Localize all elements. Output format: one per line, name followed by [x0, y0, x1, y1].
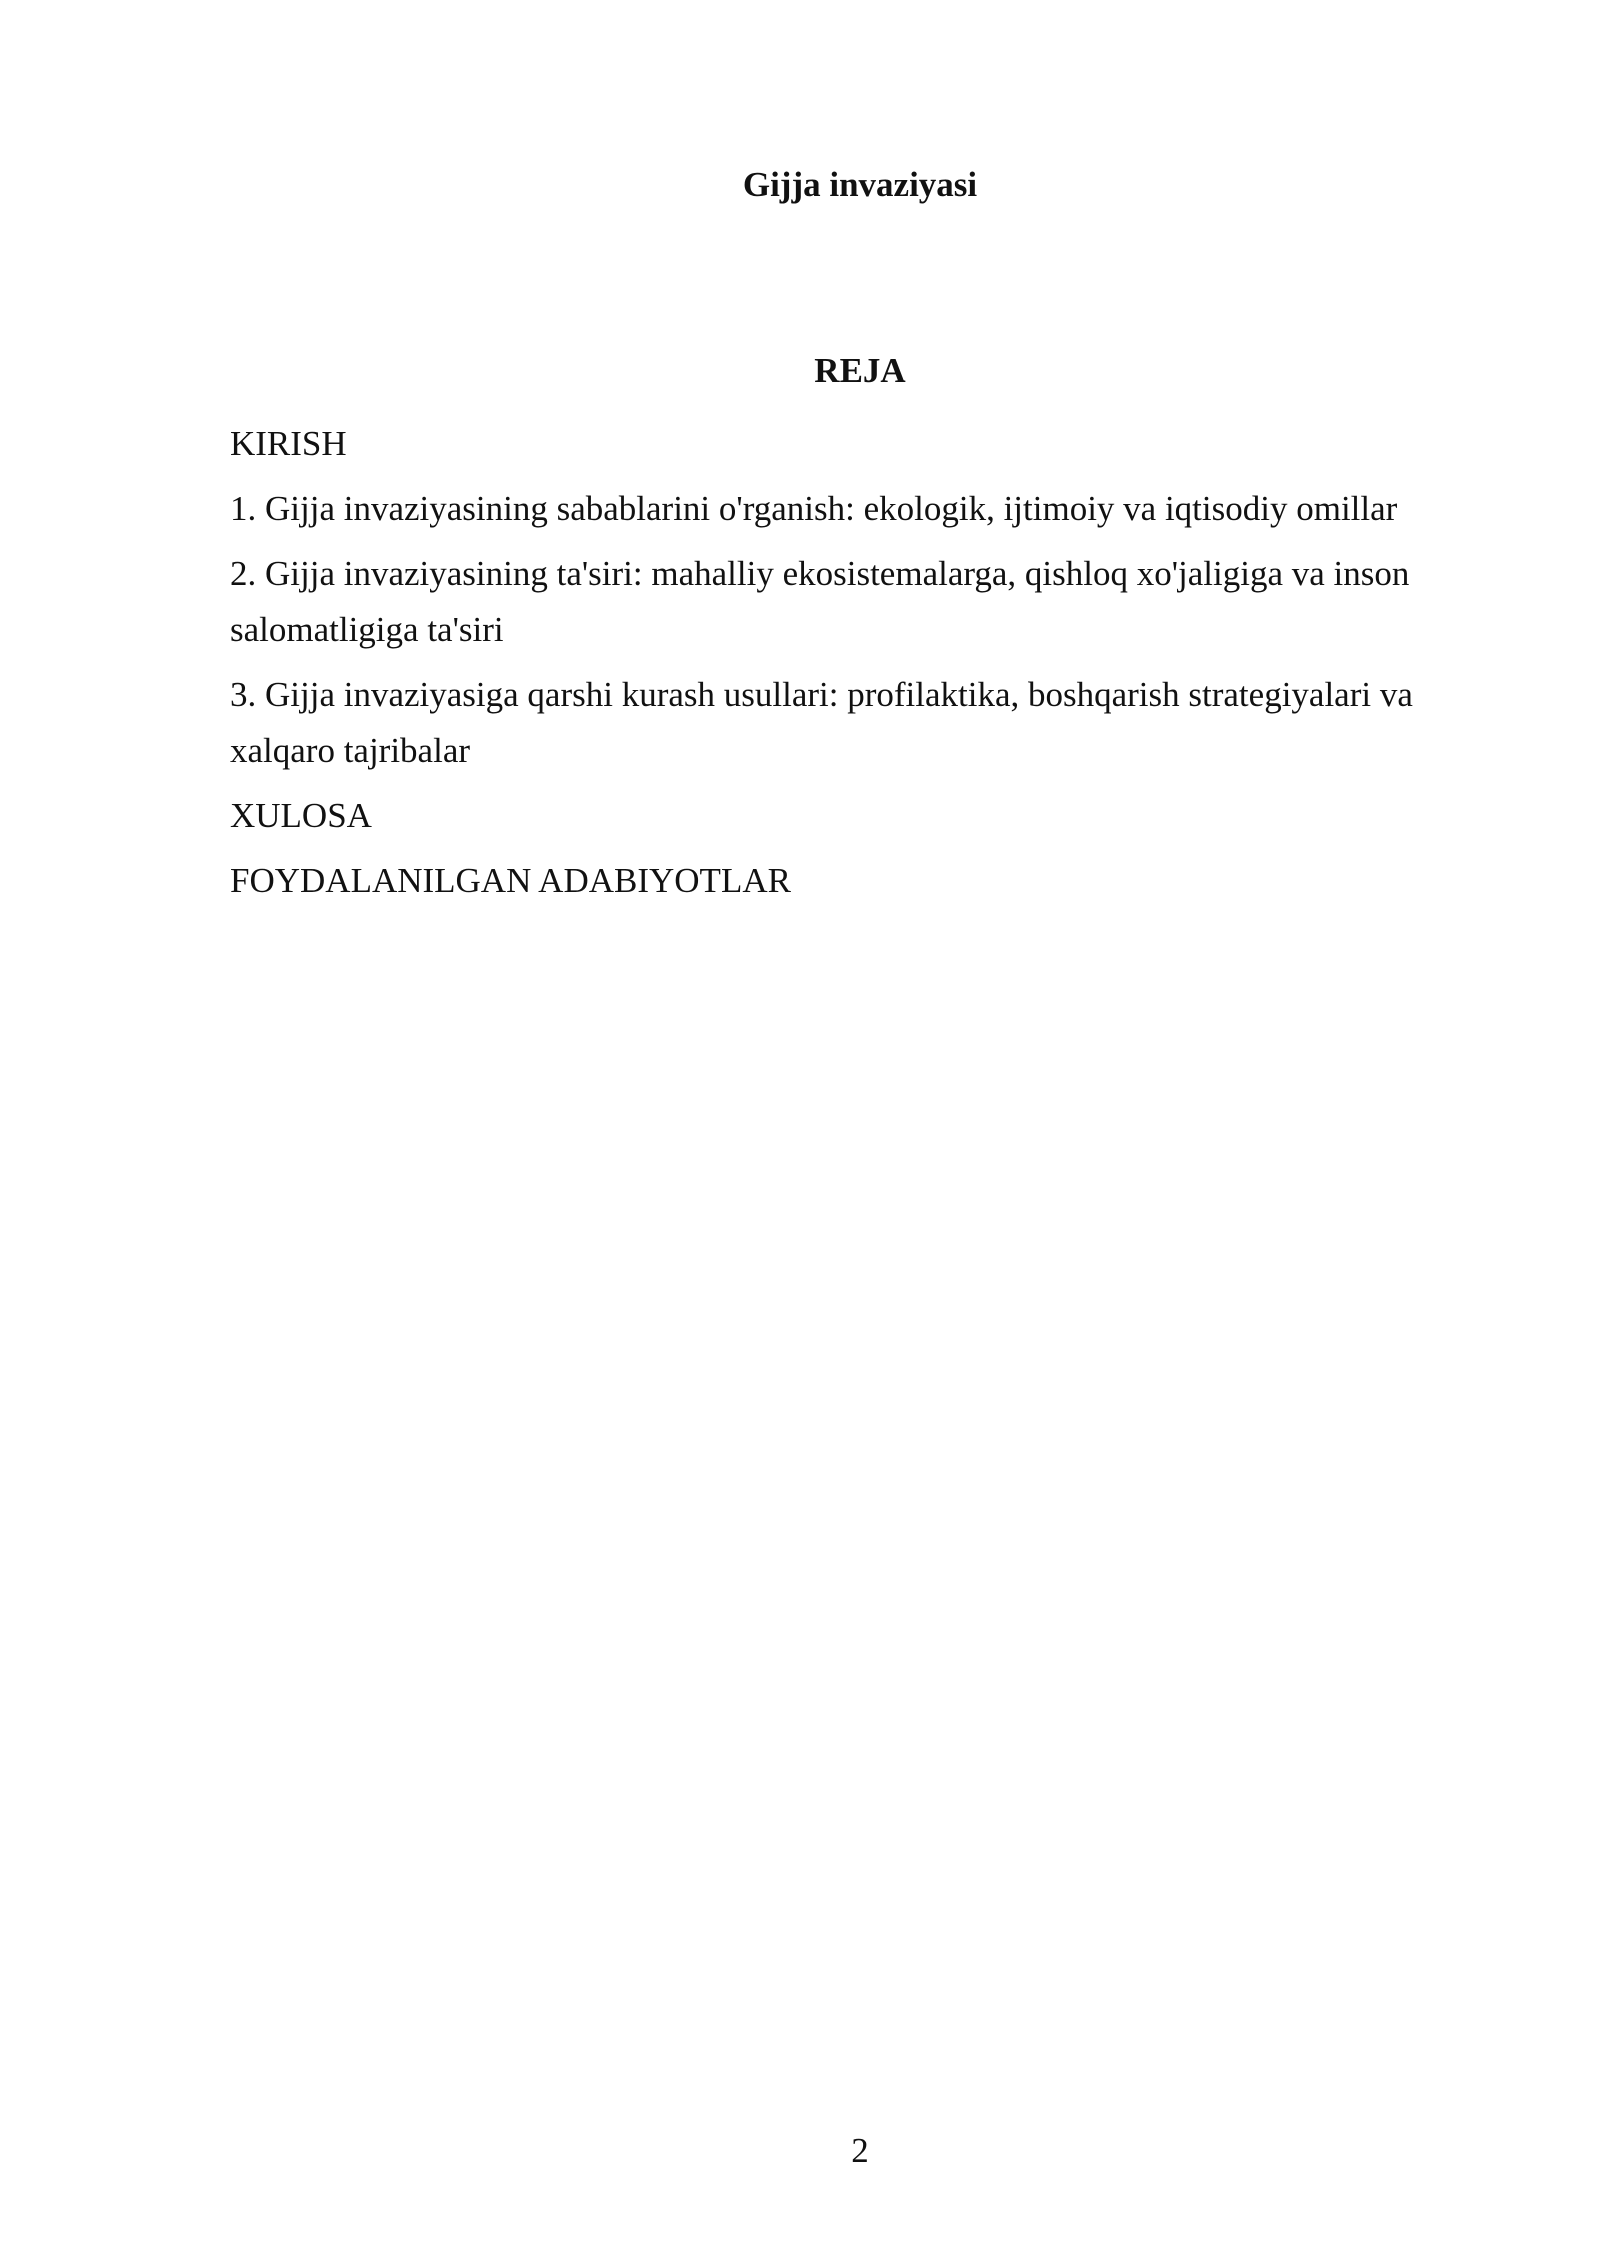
- plan-list: [230, 416, 1500, 918]
- plan-heading: REJA: [814, 351, 906, 390]
- plan-item-references: FOYDALANILGAN ADABIYOTLAR: [230, 861, 791, 900]
- plan-item-1: 1. Gijja invaziyasining sabablarini o'rganish: ekologik, ijtimoiy va iqtisodiy omillar: [230, 489, 1398, 528]
- plan-item-introduction: KIRISH: [230, 424, 347, 463]
- document-title: Gijja invaziyasi: [742, 165, 978, 204]
- plan-item-conclusion: XULOSA: [230, 796, 372, 835]
- plan-item-2: 2. Gijja invaziyasining ta'siri: mahalliy ekosistemalarga, qishloq xo'jaligiga va inson salomatligiga ta'siri: [230, 554, 1410, 649]
- plan-item-3: 3. Gijja invaziyasiga qarshi kurash usullari: profilaktika, boshqarish strategiyalari va xalqaro tajribalar: [230, 675, 1413, 770]
- page-number: 2: [851, 2131, 869, 2170]
